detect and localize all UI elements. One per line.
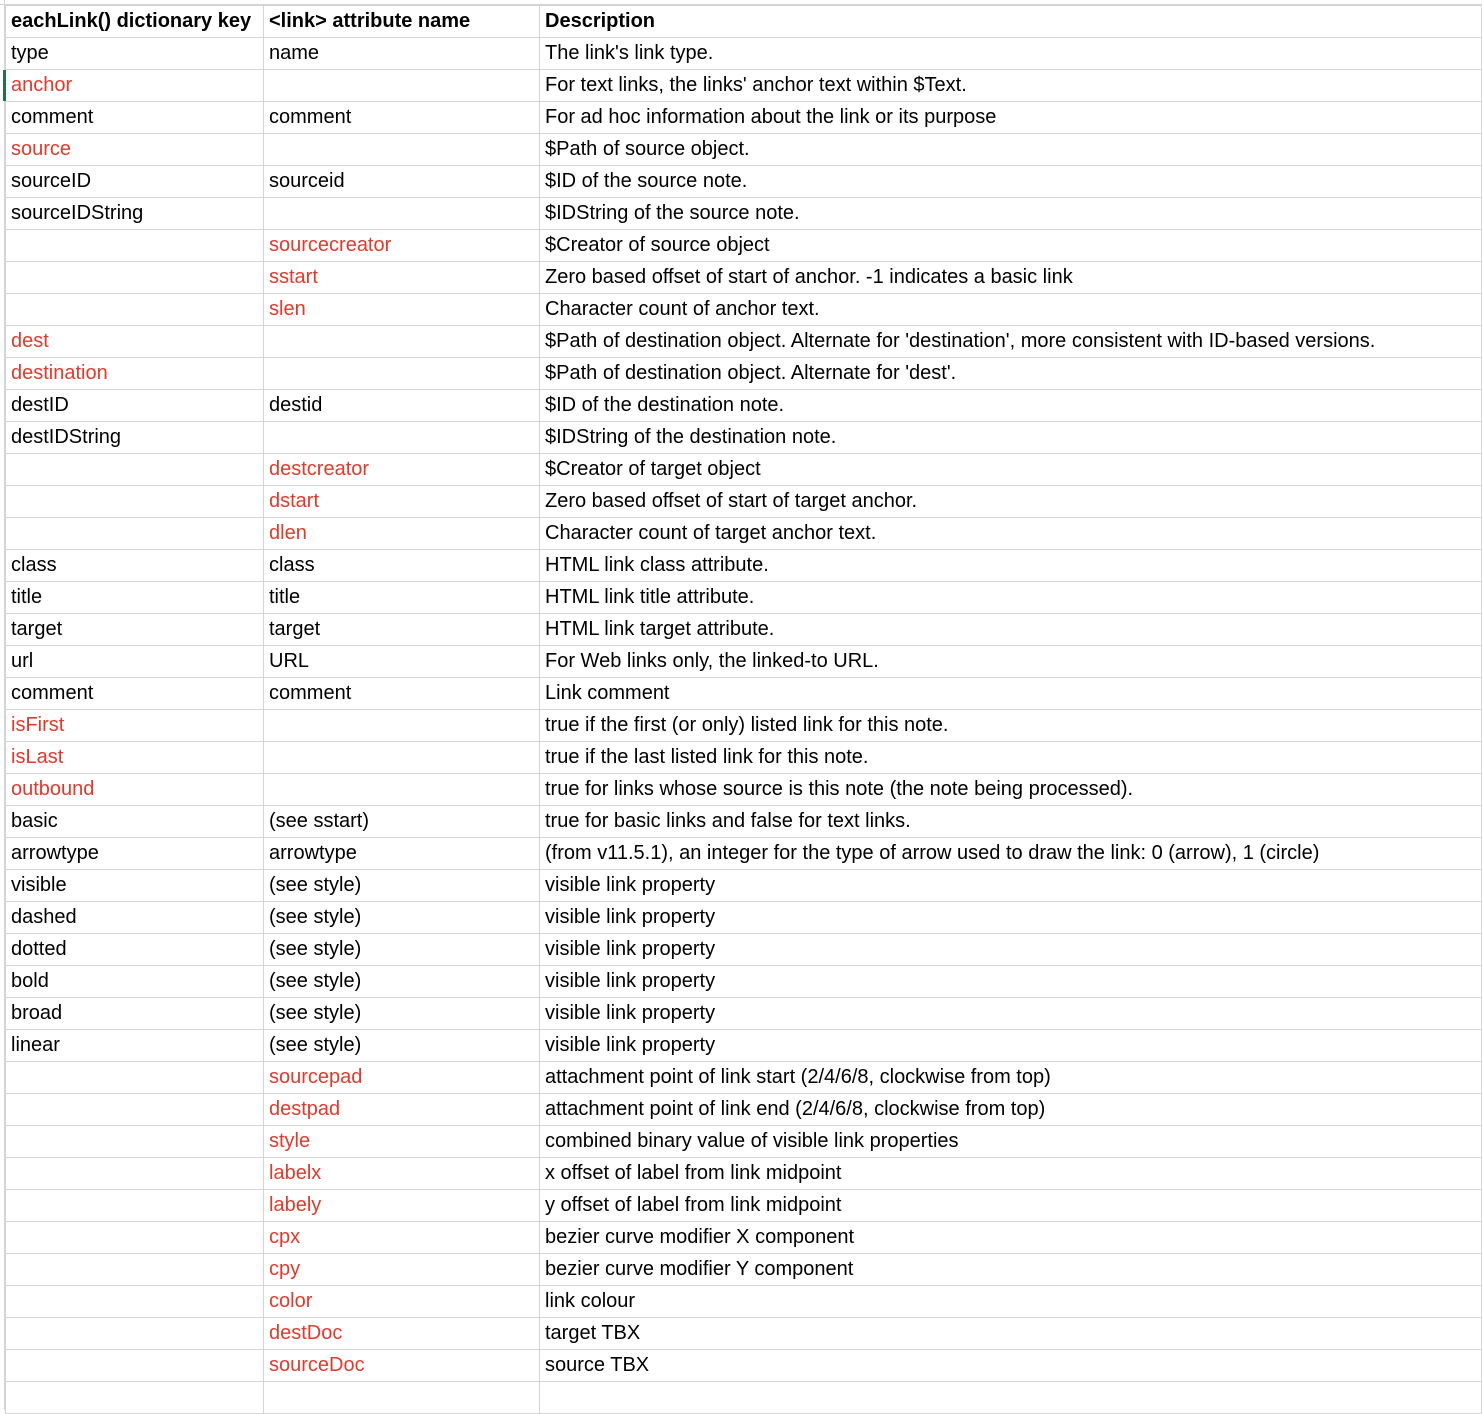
description-cell[interactable]: HTML link target attribute. bbox=[540, 614, 1482, 646]
table-row bbox=[6, 198, 1482, 230]
table-row bbox=[6, 262, 1482, 294]
attr-cell[interactable]: slen bbox=[264, 294, 540, 326]
table-row bbox=[6, 966, 1482, 998]
key-cell[interactable] bbox=[6, 1062, 264, 1094]
table-row bbox=[6, 678, 1482, 710]
description-cell[interactable]: $IDString of the source note. bbox=[540, 198, 1482, 230]
description-cell[interactable]: Zero based offset of start of target anchor. bbox=[540, 486, 1482, 518]
attr-cell[interactable]: destpad bbox=[264, 1094, 540, 1126]
description-cell[interactable]: $Creator of source object bbox=[540, 230, 1482, 262]
table-row bbox=[6, 230, 1482, 262]
description-cell[interactable]: visible link property bbox=[540, 902, 1482, 934]
attr-cell[interactable]: sourceid bbox=[264, 166, 540, 198]
description-cell[interactable]: source TBX bbox=[540, 1350, 1482, 1382]
description-cell[interactable]: visible link property bbox=[540, 870, 1482, 902]
empty-cell[interactable] bbox=[6, 1382, 264, 1414]
description-cell[interactable]: HTML link class attribute. bbox=[540, 550, 1482, 582]
key-cell[interactable]: dest bbox=[6, 326, 264, 358]
key-cell[interactable]: title bbox=[6, 582, 264, 614]
description-cell[interactable]: attachment point of link end (2/4/6/8, clockwise from top) bbox=[540, 1094, 1482, 1126]
key-cell[interactable]: linear bbox=[6, 1030, 264, 1062]
table-body bbox=[6, 6, 1482, 1414]
key-cell[interactable]: isLast bbox=[6, 742, 264, 774]
description-cell[interactable]: bezier curve modifier X component bbox=[540, 1222, 1482, 1254]
key-cell[interactable]: comment bbox=[6, 102, 264, 134]
description-cell[interactable]: combined binary value of visible link properties bbox=[540, 1126, 1482, 1158]
table-row bbox=[6, 806, 1482, 838]
description-cell[interactable]: visible link property bbox=[540, 998, 1482, 1030]
table-row bbox=[6, 838, 1482, 870]
table-row bbox=[6, 582, 1482, 614]
key-cell[interactable]: isFirst bbox=[6, 710, 264, 742]
table-row bbox=[6, 934, 1482, 966]
attr-cell[interactable]: (see style) bbox=[264, 998, 540, 1030]
table-row bbox=[6, 486, 1482, 518]
description-cell[interactable]: Character count of anchor text. bbox=[540, 294, 1482, 326]
table-row bbox=[6, 358, 1482, 390]
key-cell[interactable]: destID bbox=[6, 390, 264, 422]
table-row bbox=[6, 1222, 1482, 1254]
key-cell[interactable] bbox=[6, 230, 264, 262]
key-cell[interactable]: outbound bbox=[6, 774, 264, 806]
key-cell[interactable]: anchor bbox=[6, 70, 264, 102]
key-cell[interactable] bbox=[6, 1318, 264, 1350]
key-cell[interactable] bbox=[6, 1350, 264, 1382]
attr-cell[interactable]: (see style) bbox=[264, 934, 540, 966]
key-cell[interactable] bbox=[6, 454, 264, 486]
key-cell[interactable] bbox=[6, 1222, 264, 1254]
attr-cell[interactable]: labely bbox=[264, 1190, 540, 1222]
key-cell[interactable]: visible bbox=[6, 870, 264, 902]
empty-row bbox=[6, 1382, 1482, 1414]
key-cell[interactable]: target bbox=[6, 614, 264, 646]
attr-cell[interactable] bbox=[264, 422, 540, 454]
table-row bbox=[6, 550, 1482, 582]
table-row bbox=[6, 38, 1482, 70]
description-cell[interactable]: true for basic links and false for text links. bbox=[540, 806, 1482, 838]
key-cell[interactable] bbox=[6, 1094, 264, 1126]
table-row bbox=[6, 390, 1482, 422]
description-cell[interactable]: visible link property bbox=[540, 934, 1482, 966]
attr-cell[interactable]: destcreator bbox=[264, 454, 540, 486]
description-cell[interactable]: true if the first (or only) listed link for this note. bbox=[540, 710, 1482, 742]
attr-cell[interactable]: URL bbox=[264, 646, 540, 678]
header-row bbox=[6, 6, 1482, 38]
table-row bbox=[6, 454, 1482, 486]
description-cell[interactable]: The link's link type. bbox=[540, 38, 1482, 70]
description-cell[interactable]: visible link property bbox=[540, 1030, 1482, 1062]
description-cell[interactable]: true for links whose source is this note (the note being processed). bbox=[540, 774, 1482, 806]
description-cell[interactable]: (from v11.5.1), an integer for the type of arrow used to draw the link: 0 (arrow), 1 (circle) bbox=[540, 838, 1482, 870]
header-cell-description[interactable]: Description bbox=[540, 6, 1482, 38]
table-row bbox=[6, 1126, 1482, 1158]
description-cell[interactable]: $Path of destination object. Alternate for 'dest'. bbox=[540, 358, 1482, 390]
attr-cell[interactable]: labelx bbox=[264, 1158, 540, 1190]
key-cell[interactable]: bold bbox=[6, 966, 264, 998]
table-row bbox=[6, 998, 1482, 1030]
attr-cell[interactable] bbox=[264, 326, 540, 358]
description-cell[interactable]: For text links, the links' anchor text within $Text. bbox=[540, 70, 1482, 102]
attr-cell[interactable] bbox=[264, 774, 540, 806]
table-row bbox=[6, 1254, 1482, 1286]
key-cell[interactable]: url bbox=[6, 646, 264, 678]
description-cell[interactable]: visible link property bbox=[540, 966, 1482, 998]
description-cell[interactable]: link colour bbox=[540, 1286, 1482, 1318]
table-row bbox=[6, 294, 1482, 326]
attr-cell[interactable]: cpx bbox=[264, 1222, 540, 1254]
table-row bbox=[6, 774, 1482, 806]
attr-cell[interactable]: (see sstart) bbox=[264, 806, 540, 838]
header-cell-attr[interactable]: <link> attribute name bbox=[264, 6, 540, 38]
attr-cell[interactable]: destDoc bbox=[264, 1318, 540, 1350]
table-row bbox=[6, 614, 1482, 646]
key-cell[interactable] bbox=[6, 294, 264, 326]
attr-cell[interactable]: dlen bbox=[264, 518, 540, 550]
key-cell[interactable]: sourceID bbox=[6, 166, 264, 198]
table-row bbox=[6, 166, 1482, 198]
attr-cell[interactable] bbox=[264, 134, 540, 166]
table-row bbox=[6, 326, 1482, 358]
key-cell[interactable] bbox=[6, 1158, 264, 1190]
description-cell[interactable]: y offset of label from link midpoint bbox=[540, 1190, 1482, 1222]
key-cell[interactable]: destination bbox=[6, 358, 264, 390]
description-cell[interactable]: target TBX bbox=[540, 1318, 1482, 1350]
table-row bbox=[6, 1286, 1482, 1318]
description-cell[interactable]: x offset of label from link midpoint bbox=[540, 1158, 1482, 1190]
key-cell[interactable]: destIDString bbox=[6, 422, 264, 454]
description-cell[interactable]: $ID of the destination note. bbox=[540, 390, 1482, 422]
table-row bbox=[6, 102, 1482, 134]
table-row bbox=[6, 742, 1482, 774]
description-cell[interactable]: attachment point of link start (2/4/6/8, clockwise from top) bbox=[540, 1062, 1482, 1094]
table-row bbox=[6, 1030, 1482, 1062]
attr-cell[interactable]: name bbox=[264, 38, 540, 70]
table-row bbox=[6, 646, 1482, 678]
key-cell[interactable]: source bbox=[6, 134, 264, 166]
empty-cell[interactable] bbox=[264, 1382, 540, 1414]
table-row bbox=[6, 1350, 1482, 1382]
key-cell[interactable] bbox=[6, 486, 264, 518]
attr-cell[interactable]: sstart bbox=[264, 262, 540, 294]
description-cell[interactable]: $Path of source object. bbox=[540, 134, 1482, 166]
attr-cell[interactable]: cpy bbox=[264, 1254, 540, 1286]
attr-cell[interactable]: (see style) bbox=[264, 870, 540, 902]
table-row bbox=[6, 710, 1482, 742]
key-cell[interactable]: class bbox=[6, 550, 264, 582]
attr-cell[interactable] bbox=[264, 198, 540, 230]
link-keys-table bbox=[5, 5, 1482, 1414]
attr-cell[interactable]: comment bbox=[264, 102, 540, 134]
attr-cell[interactable]: (see style) bbox=[264, 1030, 540, 1062]
table-row bbox=[6, 1094, 1482, 1126]
description-cell[interactable]: $Path of destination object. Alternate for 'destination', more consistent with ID-based versions. bbox=[540, 326, 1482, 358]
description-cell[interactable]: Zero based offset of start of anchor. -1 indicates a basic link bbox=[540, 262, 1482, 294]
table-row bbox=[6, 518, 1482, 550]
empty-cell[interactable] bbox=[540, 1382, 1482, 1414]
table-row bbox=[6, 1190, 1482, 1222]
table-row bbox=[6, 1318, 1482, 1350]
active-cell-indicator bbox=[3, 70, 6, 101]
key-cell[interactable] bbox=[6, 518, 264, 550]
attr-cell[interactable]: sourcecreator bbox=[264, 230, 540, 262]
description-cell[interactable]: Character count of target anchor text. bbox=[540, 518, 1482, 550]
key-cell[interactable]: broad bbox=[6, 998, 264, 1030]
description-cell[interactable]: Link comment bbox=[540, 678, 1482, 710]
description-cell[interactable]: For ad hoc information about the link or its purpose bbox=[540, 102, 1482, 134]
attr-cell[interactable]: sourcepad bbox=[264, 1062, 540, 1094]
key-cell[interactable] bbox=[6, 1190, 264, 1222]
header-cell-key[interactable]: eachLink() dictionary key bbox=[6, 6, 264, 38]
attr-cell[interactable]: sourceDoc bbox=[264, 1350, 540, 1382]
attr-cell[interactable] bbox=[264, 742, 540, 774]
description-cell[interactable]: $IDString of the destination note. bbox=[540, 422, 1482, 454]
description-cell[interactable]: $ID of the source note. bbox=[540, 166, 1482, 198]
key-cell[interactable]: comment bbox=[6, 678, 264, 710]
key-cell[interactable] bbox=[6, 262, 264, 294]
attr-cell[interactable]: arrowtype bbox=[264, 838, 540, 870]
table-row bbox=[6, 870, 1482, 902]
description-cell[interactable]: For Web links only, the linked-to URL. bbox=[540, 646, 1482, 678]
description-cell[interactable]: HTML link title attribute. bbox=[540, 582, 1482, 614]
attr-cell[interactable]: (see style) bbox=[264, 902, 540, 934]
attr-cell[interactable] bbox=[264, 358, 540, 390]
key-cell[interactable]: dotted bbox=[6, 934, 264, 966]
table-row bbox=[6, 902, 1482, 934]
table-row bbox=[6, 422, 1482, 454]
table-row bbox=[6, 134, 1482, 166]
key-cell[interactable]: type bbox=[6, 38, 264, 70]
table-row bbox=[6, 1158, 1482, 1190]
key-cell[interactable] bbox=[6, 1126, 264, 1158]
description-cell[interactable]: bezier curve modifier Y component bbox=[540, 1254, 1482, 1286]
description-cell[interactable]: $Creator of target object bbox=[540, 454, 1482, 486]
attr-cell[interactable]: class bbox=[264, 550, 540, 582]
description-cell[interactable]: true if the last listed link for this note. bbox=[540, 742, 1482, 774]
attr-cell[interactable]: destid bbox=[264, 390, 540, 422]
table-row bbox=[6, 1062, 1482, 1094]
table-row bbox=[6, 70, 1482, 102]
attr-cell[interactable]: target bbox=[264, 614, 540, 646]
attr-cell[interactable]: color bbox=[264, 1286, 540, 1318]
attr-cell[interactable]: comment bbox=[264, 678, 540, 710]
attr-cell[interactable]: dstart bbox=[264, 486, 540, 518]
key-cell[interactable] bbox=[6, 1286, 264, 1318]
key-cell[interactable]: dashed bbox=[6, 902, 264, 934]
key-cell[interactable]: arrowtype bbox=[6, 838, 264, 870]
attr-cell[interactable]: (see style) bbox=[264, 966, 540, 998]
key-cell[interactable] bbox=[6, 1254, 264, 1286]
attr-cell[interactable]: style bbox=[264, 1126, 540, 1158]
attr-cell[interactable]: title bbox=[264, 582, 540, 614]
attr-cell[interactable] bbox=[264, 70, 540, 102]
key-cell[interactable]: sourceIDString bbox=[6, 198, 264, 230]
attr-cell[interactable] bbox=[264, 710, 540, 742]
key-cell[interactable]: basic bbox=[6, 806, 264, 838]
